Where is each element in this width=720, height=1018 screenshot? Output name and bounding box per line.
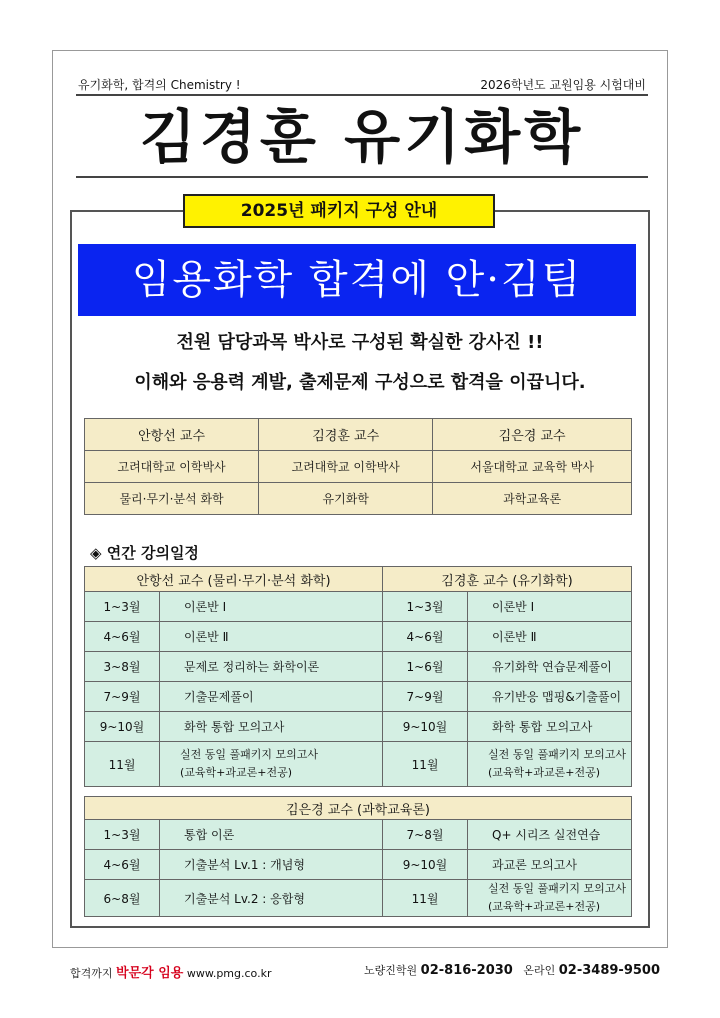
- month: 1~3월: [85, 592, 160, 622]
- statement-2: 이해와 응용력 계발, 출제문제 구성으로 합격을 이끕니다.: [134, 372, 586, 393]
- course: Q+ 시리즈 실전연습: [468, 820, 632, 850]
- prof-name: 김경훈 교수: [259, 419, 433, 451]
- month: 9~10월: [383, 712, 468, 742]
- header-strip: [76, 76, 648, 96]
- month: 11월: [383, 880, 468, 917]
- statement-1: 전원 담당과목 박사로 구성된 확실한 강사진 !!: [176, 332, 544, 353]
- footer-url[interactable]: www.pmg.co.kr: [186, 967, 272, 980]
- course: 화학 통합 모의고사: [160, 712, 383, 742]
- course-line: 실전 동일 풀패키지 모의고사: [488, 882, 627, 895]
- branch-label: 노량진학원: [364, 964, 418, 977]
- course: 과교론 모의고사: [468, 850, 632, 880]
- month: 6~8월: [85, 880, 160, 917]
- schedule-table: [84, 566, 632, 787]
- online-label: 온라인: [523, 964, 556, 977]
- schedule-table-2: [84, 796, 632, 917]
- prof-degree: 서울대학교 교육학 박사: [433, 451, 632, 483]
- package-label: 2025년 패키지 구성 안내: [183, 194, 495, 228]
- course-final: [468, 742, 632, 787]
- course-final: [468, 880, 632, 917]
- month: 3~8월: [85, 652, 160, 682]
- month: 1~3월: [383, 592, 468, 622]
- month: 4~6월: [85, 850, 160, 880]
- month: 4~6월: [85, 622, 160, 652]
- course: 이론반 Ⅱ: [160, 622, 383, 652]
- course: 기출분석 Lv.2 : 응합형: [160, 880, 383, 917]
- footer-tagline: 합격까지: [70, 967, 113, 980]
- course: 이론반 Ⅰ: [160, 592, 383, 622]
- footer-brand-block: [70, 962, 271, 981]
- month: 7~9월: [383, 682, 468, 712]
- schedule2-header: 김은경 교수 (과학교육론): [85, 797, 632, 820]
- footer: [70, 962, 660, 982]
- prof-subject: 과학교육론: [433, 483, 632, 515]
- slogan: 유기화학, 합격의 Chemistry !: [78, 78, 241, 92]
- professor-table: [84, 418, 632, 515]
- prof-name: 김은경 교수: [433, 419, 632, 451]
- course: 기출문제풀이: [160, 682, 383, 712]
- month: 9~10월: [85, 712, 160, 742]
- prof-degree: 고려대학교 이학박사: [85, 451, 259, 483]
- course-line: 실전 동일 풀패키지 모의고사: [488, 748, 627, 761]
- month: 11월: [383, 742, 468, 787]
- brand-logo: 박문각 임용: [116, 966, 184, 981]
- course: 화학 통합 모의고사: [468, 712, 632, 742]
- section-title: ◈ 연간 강의일정: [90, 544, 199, 562]
- prof-name: 안항선 교수: [85, 419, 259, 451]
- month: 4~6월: [383, 622, 468, 652]
- course-line: (교육학+과교론+전공): [180, 766, 293, 779]
- course: 이론반 Ⅰ: [468, 592, 632, 622]
- course: 문제로 정리하는 화학이론: [160, 652, 383, 682]
- month: 7~8월: [383, 820, 468, 850]
- online-phone: 02-3489-9500: [558, 963, 660, 978]
- course: 유기반응 맵핑&기출풀이: [468, 682, 632, 712]
- branch-phone: 02-816-2030: [420, 963, 513, 978]
- schedule-header-right: 김경훈 교수 (유기화학): [383, 567, 632, 592]
- course: 유기화학 연습문제풀이: [468, 652, 632, 682]
- course-line: 실전 동일 풀패키지 모의고사: [180, 748, 319, 761]
- schedule-header-left: 안항선 교수 (물리·무기·분석 화학): [85, 567, 383, 592]
- team-banner: 임용화학 합격에 안·김팀: [78, 244, 636, 316]
- course-line: (교육학+과교론+전공): [488, 900, 601, 913]
- month: 1~6월: [383, 652, 468, 682]
- course-line: (교육학+과교론+전공): [488, 766, 601, 779]
- course-final: [160, 742, 383, 787]
- course: 통합 이론: [160, 820, 383, 850]
- footer-contacts: [364, 962, 660, 978]
- course: 이론반 Ⅱ: [468, 622, 632, 652]
- prof-subject: 유기화학: [259, 483, 433, 515]
- month: 1~3월: [85, 820, 160, 850]
- month: 7~9월: [85, 682, 160, 712]
- month: 9~10월: [383, 850, 468, 880]
- page-title: 김경훈 유기화학: [76, 98, 648, 178]
- exam-label: 2026학년도 교원임용 시험대비: [480, 78, 646, 92]
- prof-degree: 고려대학교 이학박사: [259, 451, 433, 483]
- course: 기출분석 Lv.1 : 개념형: [160, 850, 383, 880]
- prof-subject: 물리·무기·분석 화학: [85, 483, 259, 515]
- month: 11월: [85, 742, 160, 787]
